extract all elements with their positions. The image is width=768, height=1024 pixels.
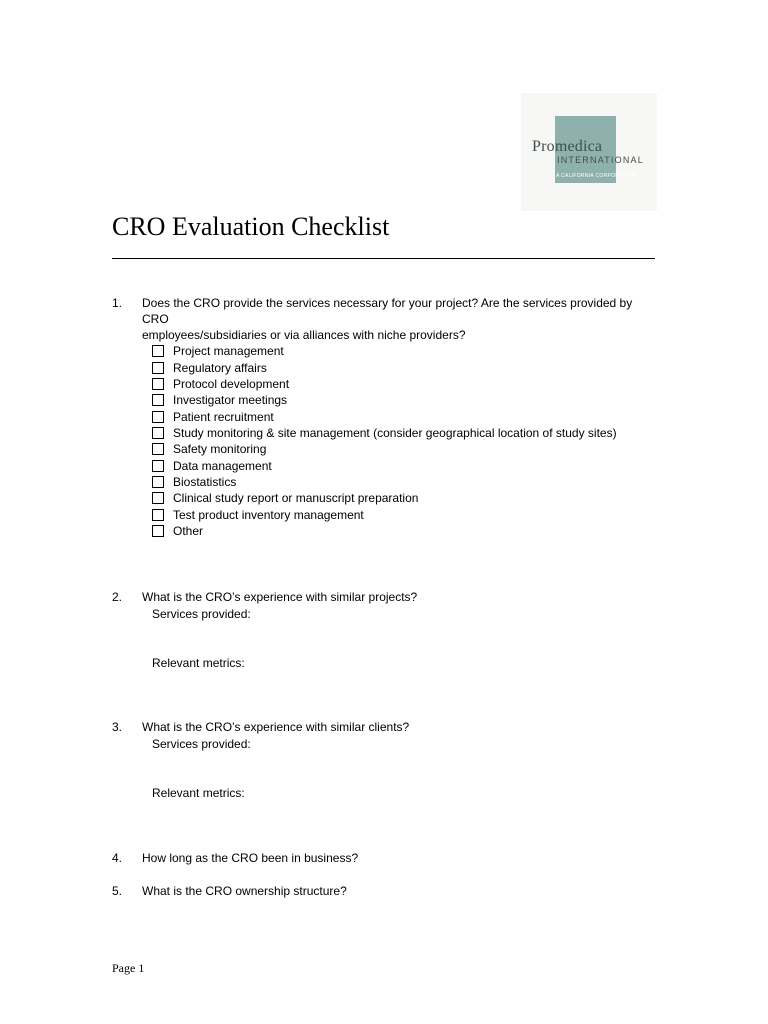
checkbox[interactable] [152,460,164,472]
question-text [142,295,662,343]
checkbox[interactable] [152,345,164,357]
checkbox[interactable] [152,362,164,374]
question-text-line: Does the CRO provide the services necessary for your project? Are the services provided by CRO [142,296,633,326]
checklist-item[interactable] [152,425,617,441]
question-number: 5. [112,884,123,898]
question-text-line: employees/subsidiaries or via alliances with niche providers? [142,328,466,342]
checklist-label: Patient recruitment [173,409,274,424]
logo-tagline: A CALIFORNIA CORPORATION [556,173,636,179]
checklist-item[interactable] [152,441,617,457]
question-text: How long as the CRO been in business? [142,851,359,865]
logo-name: Promedica [532,138,603,155]
services-provided-label: Services provided: [152,607,251,621]
checkbox[interactable] [152,411,164,423]
checklist-label: Data management [173,458,272,473]
checkbox[interactable] [152,378,164,390]
question-number: 4. [112,851,123,865]
checklist-label: Other [173,523,204,538]
checkbox[interactable] [152,443,164,455]
logo-subtitle: INTERNATIONAL [557,155,644,165]
checkbox[interactable] [152,427,164,439]
checklist-label: Protocol development [173,376,290,391]
checklist-label: Study monitoring & site management (consider geographical location of study sites) [173,425,617,440]
relevant-metrics-label: Relevant metrics: [152,786,245,800]
checklist-item[interactable] [152,523,617,539]
question-text: What is the CRO’s experience with similar clients? [142,720,410,734]
checklist-item[interactable] [152,490,617,506]
title-divider [112,258,655,259]
checklist-label: Project management [173,344,284,359]
checklist-label: Biostatistics [173,474,237,489]
checklist-item[interactable] [152,392,617,408]
checklist-label: Regulatory affairs [173,360,267,375]
question-text: What is the CRO’s experience with similar projects? [142,590,418,604]
services-provided-label: Services provided: [152,737,251,751]
page-number: Page 1 [112,961,145,975]
checklist-item[interactable] [152,457,617,473]
checkbox[interactable] [152,509,164,521]
checklist-label: Test product inventory management [173,507,364,522]
checklist-item[interactable] [152,359,617,375]
page-title: CRO Evaluation Checklist [112,212,390,241]
checklist-item[interactable] [152,474,617,490]
checklist-label: Safety monitoring [173,442,267,457]
checklist-item[interactable] [152,343,617,359]
checkbox[interactable] [152,394,164,406]
question-text: What is the CRO ownership structure? [142,884,347,898]
checklist-item[interactable] [152,376,617,392]
checklist-item[interactable] [152,506,617,522]
checklist-label: Investigator meetings [173,393,288,408]
checkbox[interactable] [152,492,164,504]
checkbox[interactable] [152,476,164,488]
question-number: 1. [112,296,123,310]
services-checklist [152,343,617,539]
question-number: 3. [112,720,123,734]
question-number: 2. [112,590,123,604]
checklist-label: Clinical study report or manuscript preparation [173,491,419,506]
relevant-metrics-label: Relevant metrics: [152,656,245,670]
checkbox[interactable] [152,525,164,537]
checklist-item[interactable] [152,408,617,424]
